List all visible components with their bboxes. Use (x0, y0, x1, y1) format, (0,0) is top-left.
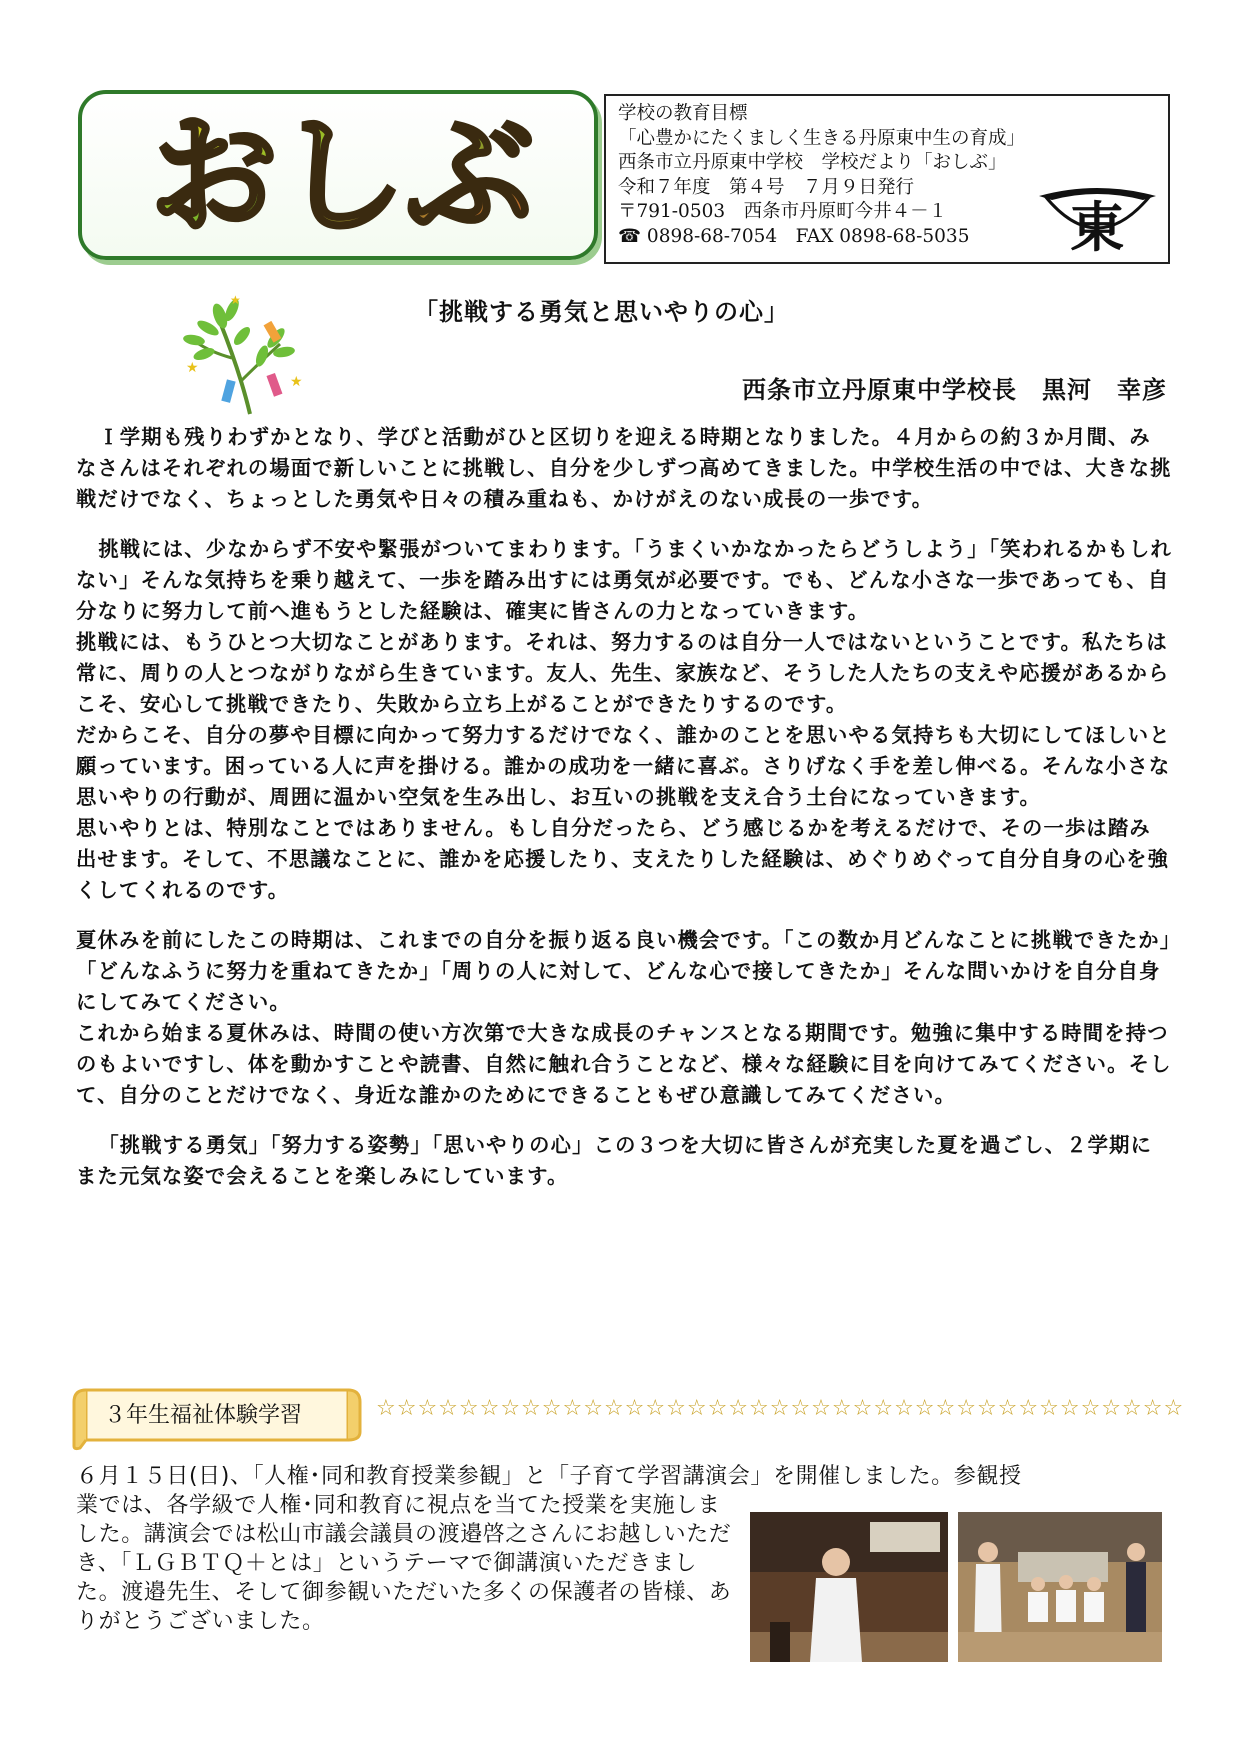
svg-text:★: ★ (290, 374, 303, 390)
paragraph-8: 「挑戦する勇気」「努力する姿勢」「思いやりの心」この３つを大切に皆さんが充実した夏を過ごし、２学期にまた元気な姿で会えることを楽しみにしています。 (76, 1133, 1153, 1188)
school-emblem-icon (1035, 176, 1160, 260)
logo-text: おしぶ (149, 102, 535, 251)
article-body (76, 422, 1172, 1192)
paragraph-6: 夏休みを前にしたこの時期は、これまでの自分を振り返る良い機会です。「この数か月どんなことに挑戦できたか」「どんなふうに努力を重ねてきたか」「周りの人に対して、どんな心で接してきたか」そんな問いかけを自分自身にしてみてください。 (76, 928, 1172, 1014)
article-title: 「挑戦する勇気と思いやりの心」 (414, 298, 789, 326)
svg-text:★: ★ (230, 293, 241, 307)
paragraph-3: 挑戦には、もうひとつ大切なことがあります。それは、努力するのは自分一人ではないということです。私たちは常に、周りの人とつながりながら生きています。友人、先生、家族など、そうした人たちの支えや応援があるからこそ、安心して挑戦できたり、失敗から立ち上がることができたりするのです。 (76, 630, 1170, 716)
star-divider: ☆☆☆☆☆☆☆☆☆☆☆☆☆☆☆☆☆☆☆☆☆☆☆☆☆☆☆☆☆☆☆☆☆☆☆☆☆☆☆ (376, 1396, 1185, 1421)
info-line-goal: 「心豊かにたくましく生きる丹原東中生の育成」 (618, 127, 1026, 149)
paragraph-1: Ｉ学期も残りわずかとなり、学びと活動がひと区切りを迎える時期となりました。４月からの約３か月間、みなさんはそれぞれの場面で新しいことに挑戦し、自分を少しずつ高めてきました。中学校生活の中では、大きな挑戦だけでなく、ちょっとした勇気や日々の積み重ねも、かけがえのない成長の一歩です。 (76, 425, 1172, 511)
photo-lecture (750, 1512, 948, 1662)
svg-text:★: ★ (186, 360, 199, 376)
newsletter-logo (78, 90, 598, 260)
school-info-box (604, 94, 1170, 264)
paragraph-5: 思いやりとは、特別なことではありません。もし自分だったら、どう感じるかを考えるだけで、その一歩は踏み出せます。そして、不思議なことに、誰かを応援したり、支えたりした経験は、めぐりめぐって自分自身の心を強くしてくれるのです。 (76, 816, 1170, 902)
paragraph-7: これから始まる夏休みは、時間の使い方次第で大きな成長のチャンスとなる期間です。勉強に集中する時間を持つのもよいですし、体を動かすことや読書、自然に触れ合うことなど、様々な経験に目を向けてみてください。そして、自分のことだけでなく、身近な誰かのためにできることもぜひ意識してみてください。 (76, 1021, 1172, 1107)
section-heading: ３年生福祉体験学習 (104, 1403, 303, 1428)
paragraph-4: だからこそ、自分の夢や目標に向かって努力するだけでなく、誰かのことを思いやる気持ちも大切にしてほしいと願っています。困っている人に声を掛ける。誰かの成功を一緒に喜ぶ。さりげなく手を差し伸べる。そんな小さな思いやりの行動が、周囲に温かい空気を生み出し、お互いの挑戦を支え合う土台になっていきます。 (76, 723, 1171, 809)
section-line-rest: 業では、各学級で人権･同和教育に視点を当てた授業を実施しました。講演会では松山市議会議員の渡邉啓之さんにお越しいただき、「ＬＧＢＴＱ＋とは」というテーマで御講演いただきました。渡邉先生、そして御参観いただいた多くの保護者の皆様、ありがとうございました。 (76, 1493, 732, 1634)
info-line-issue: 令和７年度 第４号 ７月９日発行 (618, 176, 915, 198)
photo-students (958, 1512, 1162, 1662)
section-line-1: ６月１５日(日)、「人権･同和教育授業参観」と「子育て学習講演会」を開催しました。参観授 (76, 1464, 1022, 1489)
emblem-char: 東 (1070, 195, 1124, 259)
info-line-phone: ☎ 0898-68-7054 FAX 0898-68-5035 (618, 225, 970, 247)
info-line-address: 〒791-0503 西条市丹原町今井４－１ (618, 201, 948, 222)
tanabata-bamboo-icon (180, 292, 310, 422)
logo-wordmark (122, 102, 562, 252)
info-line-school: 西条市立丹原東中学校 学校だより「おしぶ」 (618, 152, 1007, 173)
paragraph-2: 挑戦には、少なからず不安や緊張がついてまわります。「うまくいかなかったらどうしよう」「笑われるかもしれない」そんな気持ちを乗り越えて、一歩を踏み出すには勇気が必要です。でも、どんな小さな一歩であっても、自分なりに努力して前へ進もうとした経験は、確実に皆さんの力となっていきます。 (76, 537, 1172, 623)
info-line-goal-label: 学校の教育目標 (618, 103, 748, 124)
article-author: 西条市立丹原東中学校長 黒河 幸彦 (742, 376, 1167, 404)
